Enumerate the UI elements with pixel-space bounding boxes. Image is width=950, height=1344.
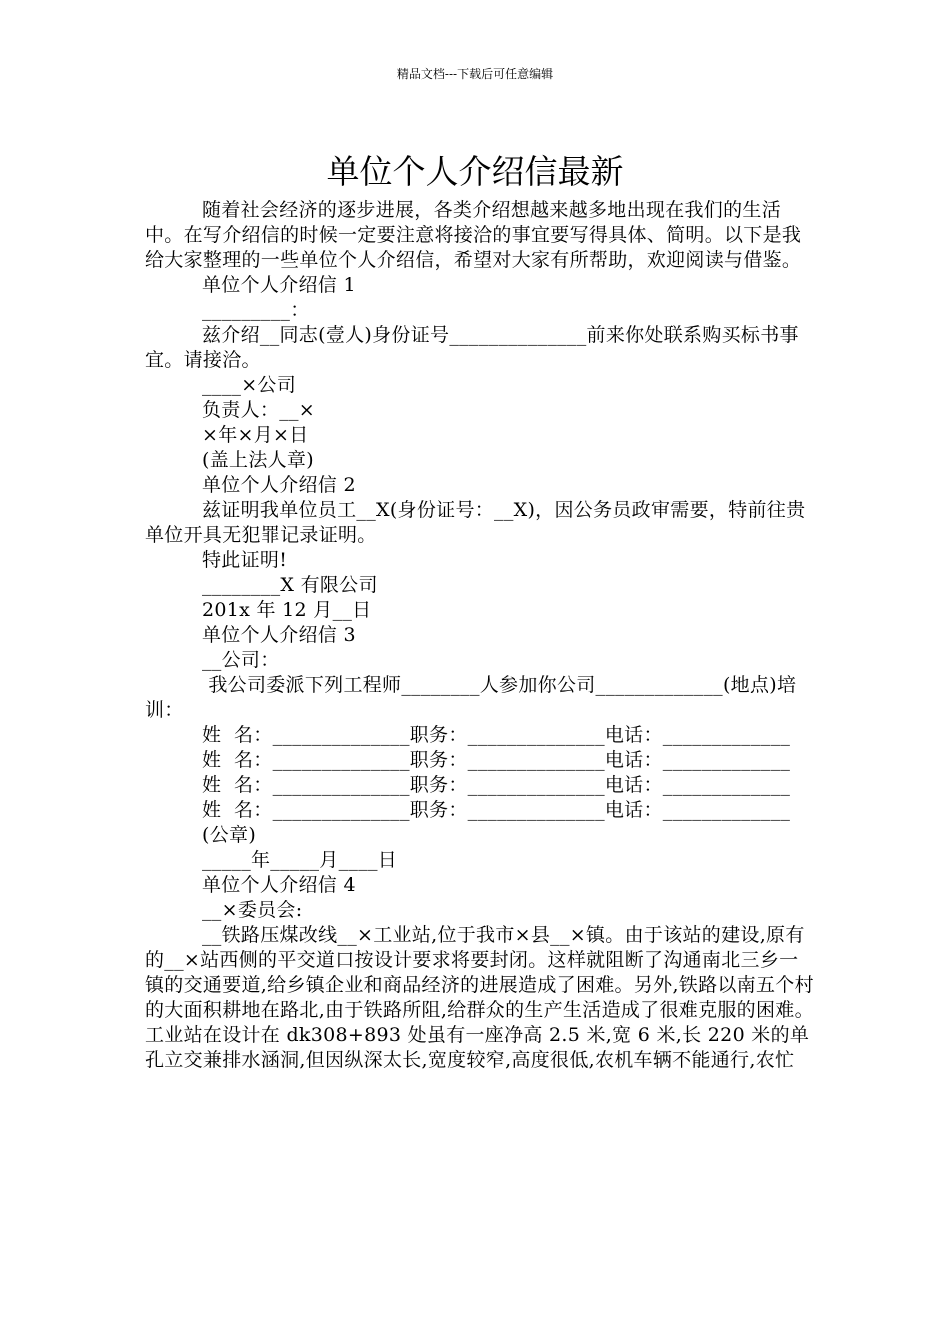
letter2-body: 兹证明我单位员工__X(身份证号：__X)，因公务员政审需要，特前往贵单位开具无犯罪记录证明。 xyxy=(145,499,806,546)
letter1-seal-note: (盖上法人章) xyxy=(202,449,314,471)
letter1-recipient: _________： xyxy=(202,299,310,321)
page-title: 单位个人介绍信最新 xyxy=(326,152,624,192)
section-heading-3: 单位个人介绍信 3 xyxy=(202,624,356,646)
letter2-company: ________X 有限公司 xyxy=(202,574,378,596)
letter3-date: _____年_____月____日 xyxy=(202,849,398,871)
letter4-recipient: __×委员会: xyxy=(202,899,303,921)
letter1-company: ____×公司 xyxy=(202,374,297,396)
header-note: 精品文档---下载后可任意编辑 xyxy=(396,67,554,81)
letter1-responsible-person: 负责人：__× xyxy=(202,399,316,421)
letter2-closing: 特此证明! xyxy=(202,549,288,571)
letter1-body: 兹介绍__同志(壹人)身份证号______________前来你处联系购买标书事宜。请接洽。 xyxy=(145,324,799,371)
section-heading-2: 单位个人介绍信 2 xyxy=(202,474,356,496)
letter3-engineer-row: 姓 名：______________职务：______________电话：_____________ xyxy=(202,749,791,771)
section-heading-1: 单位个人介绍信 1 xyxy=(202,274,356,296)
letter4-body: __铁路压煤改线__×工业站,位于我市×县__×镇。由于该站的建设,原有的__×站西侧的平交道口按设计要求将要封闭。这样就阻断了沟通南北三乡一镇的交通要道,给乡镇企业和商品经济的进展造成了困难。另外,铁路以南五个村的大面积耕地在路北,由于铁路所阻,给群众的生产生活造成了很难克服的困难。工业站在设计在 dk308+893 处虽有一座净高 2.5 米,宽 6 米,长 220 米的单孔立交兼排水涵洞,但因纵深太长,宽度较窄,高度很低,农机车辆不能通行,农忙 xyxy=(145,924,814,1071)
letter1-date: ×年×月×日 xyxy=(202,424,309,446)
intro-paragraph: 随着社会经济的逐步进展，各类介绍想越来越多地出现在我们的生活中。在写介绍信的时候一定要注意将接洽的事宜要写得具体、简明。以下是我给大家整理的一些单位个人介绍信，希望对大家有所帮助，欢迎阅读与借鉴。 xyxy=(145,199,802,271)
document-body xyxy=(145,198,815,1073)
letter3-seal-note: (公章) xyxy=(202,824,257,846)
section-heading-4: 单位个人介绍信 4 xyxy=(202,874,356,896)
letter3-engineer-row: 姓 名：______________职务：______________电话：_____________ xyxy=(202,774,791,796)
letter2-date: 201x 年 12 月__日 xyxy=(202,599,372,621)
letter3-engineer-row: 姓 名：______________职务：______________电话：_____________ xyxy=(202,799,791,821)
letter3-body: 我公司委派下列工程师________人参加你公司_____________(地点)培训： xyxy=(145,674,797,721)
letter3-engineer-row: 姓 名：______________职务：______________电话：_____________ xyxy=(202,724,791,746)
letter3-recipient: __公司： xyxy=(202,649,280,671)
